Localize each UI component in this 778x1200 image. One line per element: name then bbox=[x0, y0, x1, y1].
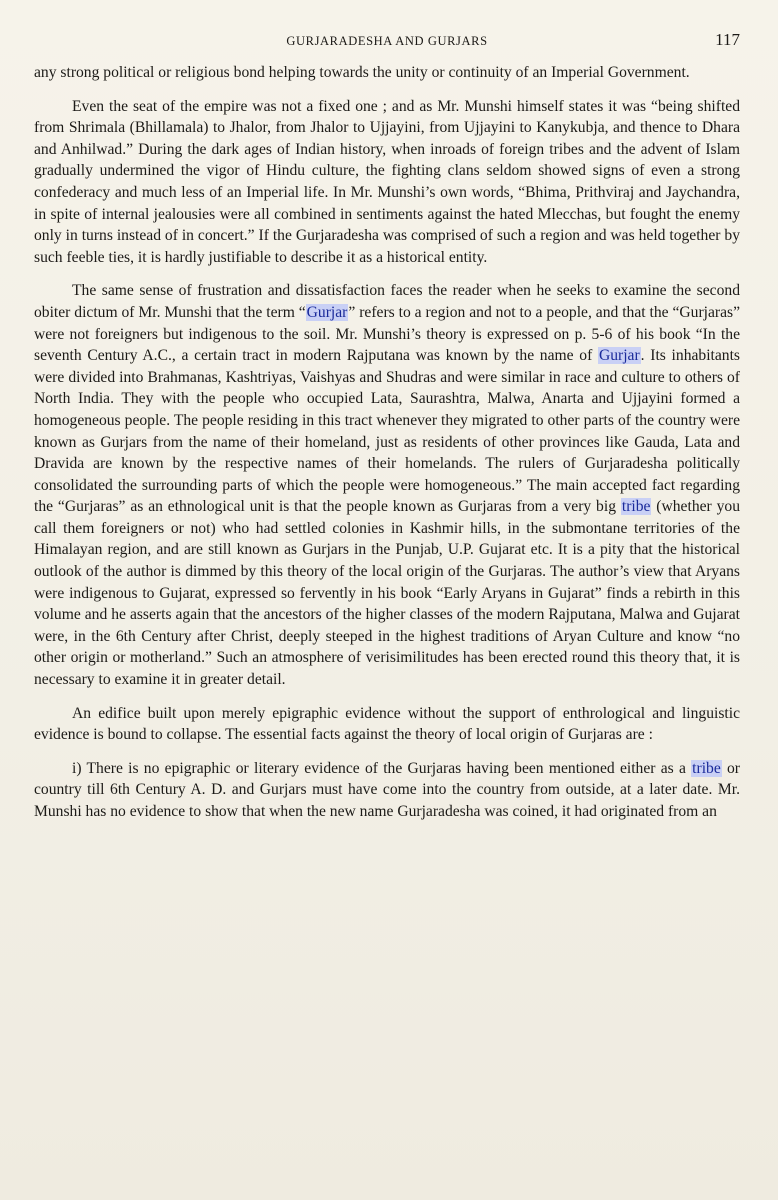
text-run: The same sense of frustration and dissatisfaction faces the reader when he seeks to examine the second obiter dictum of Mr. Munshi that the term “ bbox=[34, 282, 740, 321]
text-run: i) There is no epigraphic or literary evidence of the Gurjaras having been mentioned either as a bbox=[72, 759, 692, 777]
text-run: or country till 6th Century A. D. and Gurjars must have come into the country from outside, at a later date. Mr. Munshi has no evidence to show that when the new name Gurjaradesha was coined, it had originated from an bbox=[34, 759, 741, 820]
paragraph-seat-of-empire: Even the seat of the empire was not a fixed one ; and as Mr. Munshi himself states it was “being shifted from Shrimala (Bhillamala) to Jhalor, from Jhalor to Ujjayini, from Ujjayini to Kanykubja, and thence to Dhara and Anhilwad.” During the dark ages of Indian history, when inroads of foreign tribes and the advent of Islam gradually undermined the vigor of Hindu culture, the fighting clans seldom showed signs of even a strong confederacy and much less of an Imperial life. In Mr. Munshi’s own words, “Bhima, Prithviraj and Jaychandra, in spite of internal jealousies were all combined in sentiments against the hated Mlecchas, but fought the enemy only in turns instead of in concert.” If the Gurjaradesha was comprised of such a region and was held together by such feeble ties, it is hardly justifiable to describe it as a historical entity. bbox=[34, 97, 740, 266]
running-head bbox=[34, 30, 740, 56]
text-run: (whether you call them foreigners or not) who had settled colonies in Kashmir hills, in the submontane territories of the Himalayan region, and are still known as Gurjars in the Punjab, U.P. Gujarat etc. It is a pity that the historical outlook of the author is dimmed by this theory of the local origin of the Gurjaras. The author’s view that Aryans were indigenous to Gujarat, expressed so fervently in his book “Early Aryans in Gujarat” finds a rebirth in this volume and he asserts again that the ancestors of the higher classes of the modern Rajputana, Malwa and Gujarat were, in the 6th Century after Christ, deeply steeped in the highest traditions of Aryan Culture and know “no other origin or motherland.” Such an atmosphere of verisimilitudes has been erected round this theory that, it is necessary to examine it in greater detail. bbox=[34, 498, 740, 689]
page-number: 117 bbox=[715, 30, 740, 49]
running-title: GURJARADESHA AND GURJARS bbox=[286, 34, 488, 48]
paragraph-continued: any strong political or religious bond helping towards the unity or continuity of an Imperial Government. bbox=[34, 64, 690, 81]
paragraph-frustration bbox=[34, 280, 740, 690]
search-highlight[interactable]: Gurjar bbox=[306, 303, 348, 321]
text-run: ” refers to a region and not to a people, and that the “Gurjaras” were not foreigners but indigenous to the soil. Mr. Munshi’s theory is expressed on p. 5-6 of his book “In the seventh Century A.C., a certain tract in modern Rajputana was known by the name of bbox=[34, 303, 740, 365]
paragraph-edifice: An edifice built upon merely epigraphic evidence without the support of enthrological and linguistic evidence is bound to collapse. The essential facts against the theory of local origin of Gurjaras are : bbox=[34, 704, 740, 744]
text-run: . Its inhabitants were divided into Brahmanas, Kashtriyas, Vaishyas and Shudras and were similar in race and culture to others of North India. They with the people who occupied Lata, Saurashtra, Malwa, Anarta and Ujjayini formed a homogeneous people. The people residing in this tract whenever they migrated to other parts of the country were known as Gurjars from the name of their homeland, just as residents of other provinces like Gauda, Lata and Dravida are known by the respective names of their homelands. The rulers of Gurjaradesha politically consolidated the surrounding parts of which the people were homogeneous.” The main accepted fact regarding the “Gurjaras” as an ethnological unit is that the people known as Gurjaras from a very big bbox=[34, 347, 740, 516]
paragraph-point-i bbox=[34, 758, 740, 823]
search-highlight[interactable]: tribe bbox=[692, 759, 721, 777]
search-highlight[interactable]: tribe bbox=[621, 498, 651, 516]
search-highlight[interactable]: Gurjar bbox=[598, 347, 640, 365]
